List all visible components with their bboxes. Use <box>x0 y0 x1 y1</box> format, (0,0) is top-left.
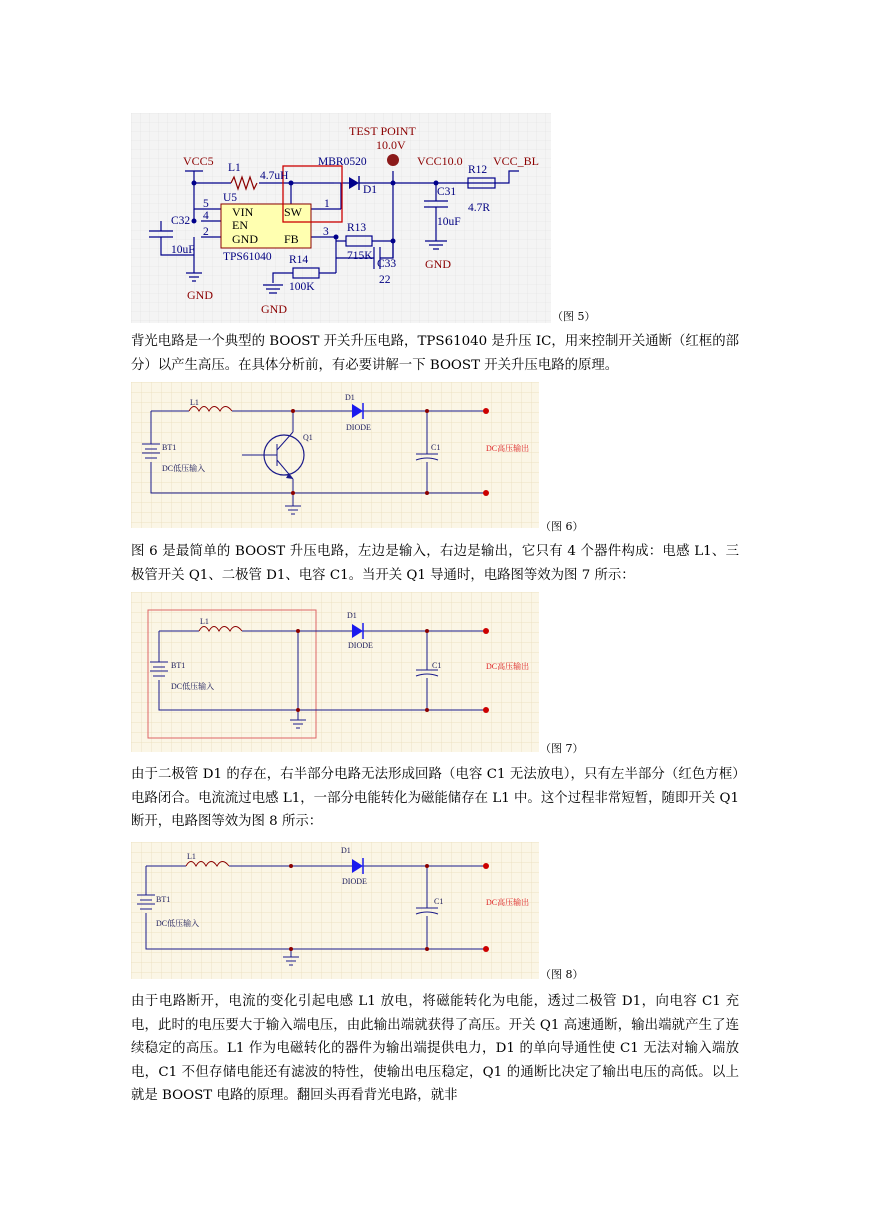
f7-c1: C1 <box>432 661 442 670</box>
figure-8-schematic <box>131 842 539 979</box>
pin-gnd: GND <box>232 232 258 246</box>
f6-q1: Q1 <box>303 433 313 442</box>
figure-6-caption: （图 6） <box>540 520 584 533</box>
f6-d1: D1 <box>345 393 355 402</box>
d1-label: D1 <box>363 184 378 196</box>
r14-label: R14 <box>289 254 309 266</box>
test-point-label: TEST POINT <box>349 124 416 138</box>
f7-l1: L1 <box>200 617 209 626</box>
f8-diode: DIODE <box>342 877 367 886</box>
f8-l1: L1 <box>187 852 196 861</box>
f8-c1: C1 <box>434 897 444 906</box>
r12-label: R12 <box>468 164 488 176</box>
pin-en: EN <box>232 218 248 232</box>
r12-value: 4.7R <box>468 202 491 214</box>
paragraph-1: 背光电路是一个典型的 BOOST 开关升压电路，TPS61040 是升压 IC，用来控制开关通断（红框的部分）以产生高压。在具体分析前，有必要讲解一下 BOOST 开关升压电路的原理。 <box>131 334 739 373</box>
figure-7-caption: （图 7） <box>540 742 584 755</box>
figure-6-schematic <box>131 382 539 528</box>
figure-5-schematic <box>131 113 551 323</box>
f8-dc-out: DC高压输出 <box>486 898 530 907</box>
pin1: 1 <box>324 198 330 210</box>
f8-bt1: BT1 <box>156 895 171 904</box>
f7-dc-in: DC低压输入 <box>171 682 215 691</box>
f6-c1: C1 <box>431 443 441 452</box>
paragraph-4: 由于电路断开，电流的变化引起电感 L1 放电，将磁能转化为电能，透过二极管 D1，向电容 C1 充电，此时的电压要大于输入端电压，由此输出端就获得了高压。开关 Q1 高速通断，输出端就产生了连续稳定的高压。L1 作为电磁转化的器件为输出端提供电力，D1 的单向导通性使 C1 无法对输入端放电，C1 不但存储电能还有滤波的特性，使输出电压稳定，Q1 的通断比决定了输出电压的高低。以上就是 BOOST 电路的原理。翻回头再看背光电路，就非 <box>131 994 739 1103</box>
gnd-label-2: GND <box>261 302 287 316</box>
f6-l1: L1 <box>190 398 199 407</box>
f8-dc-in: DC低压输入 <box>156 919 200 928</box>
figure-5-caption: （图 5） <box>552 310 596 323</box>
pin2: 2 <box>203 226 209 238</box>
pin4: 4 <box>203 210 209 222</box>
c32-value: 10uF <box>171 244 195 256</box>
f6-bt1: BT1 <box>162 443 177 452</box>
vcc10-label: VCC10.0 <box>417 154 463 168</box>
f6-dc-out: DC高压输出 <box>486 444 530 453</box>
f7-diode: DIODE <box>348 641 373 650</box>
figure-8-caption: （图 8） <box>540 968 584 981</box>
u5-label: U5 <box>223 192 238 204</box>
f8-d1: D1 <box>341 846 351 855</box>
c31-label: C31 <box>437 186 457 198</box>
vcc5-label: VCC5 <box>183 154 214 168</box>
chip-name: TPS61040 <box>223 251 272 263</box>
pin3: 3 <box>323 226 329 238</box>
gnd-label-3: GND <box>425 257 451 271</box>
r13-label: R13 <box>347 222 367 234</box>
f6-diode: DIODE <box>346 423 371 432</box>
l1-label: L1 <box>228 162 241 174</box>
r14-value: 100K <box>289 281 315 293</box>
vcc-bl-label: VCC_BL <box>493 154 540 168</box>
f7-dc-out: DC高压输出 <box>486 662 530 671</box>
f7-bt1: BT1 <box>171 661 186 670</box>
pin-sw: SW <box>284 205 302 219</box>
figure-7-schematic <box>131 592 539 752</box>
test-point-value: 10.0V <box>376 138 406 152</box>
mbr-label: MBR0520 <box>318 156 367 168</box>
paragraph-2: 图 6 是最简单的 BOOST 升压电路，左边是输入，右边是输出，它只有 4 个器件构成：电感 L1、三极管开关 Q1、二极管 D1、电容 C1。当开关 Q1 导通时，电路图等效为图 7 所示： <box>131 544 739 583</box>
l1-value: 4.7uH <box>260 170 289 182</box>
r13-value: 715K <box>347 250 373 262</box>
pin-fb: FB <box>284 232 299 246</box>
gnd-label-1: GND <box>187 288 213 302</box>
paragraph-3: 由于二极管 D1 的存在，右半部分电路无法形成回路（电容 C1 无法放电），只有左半部分（红色方框）电路闭合。电流流过电感 L1，一部分电能转化为磁能储存在 L1 中。这个过程非常短暂，随即开关 Q1 断开，电路图等效为图 8 所示： <box>131 767 739 829</box>
f7-d1: D1 <box>347 611 357 620</box>
c33-label: C33 <box>377 258 397 270</box>
f6-dc-in: DC低压输入 <box>162 464 206 473</box>
c33-value: 22 <box>379 274 391 286</box>
c32-label: C32 <box>171 215 191 227</box>
pin5: 5 <box>203 198 209 210</box>
c31-value: 10uF <box>437 216 461 228</box>
pin-vin: VIN <box>232 205 254 219</box>
